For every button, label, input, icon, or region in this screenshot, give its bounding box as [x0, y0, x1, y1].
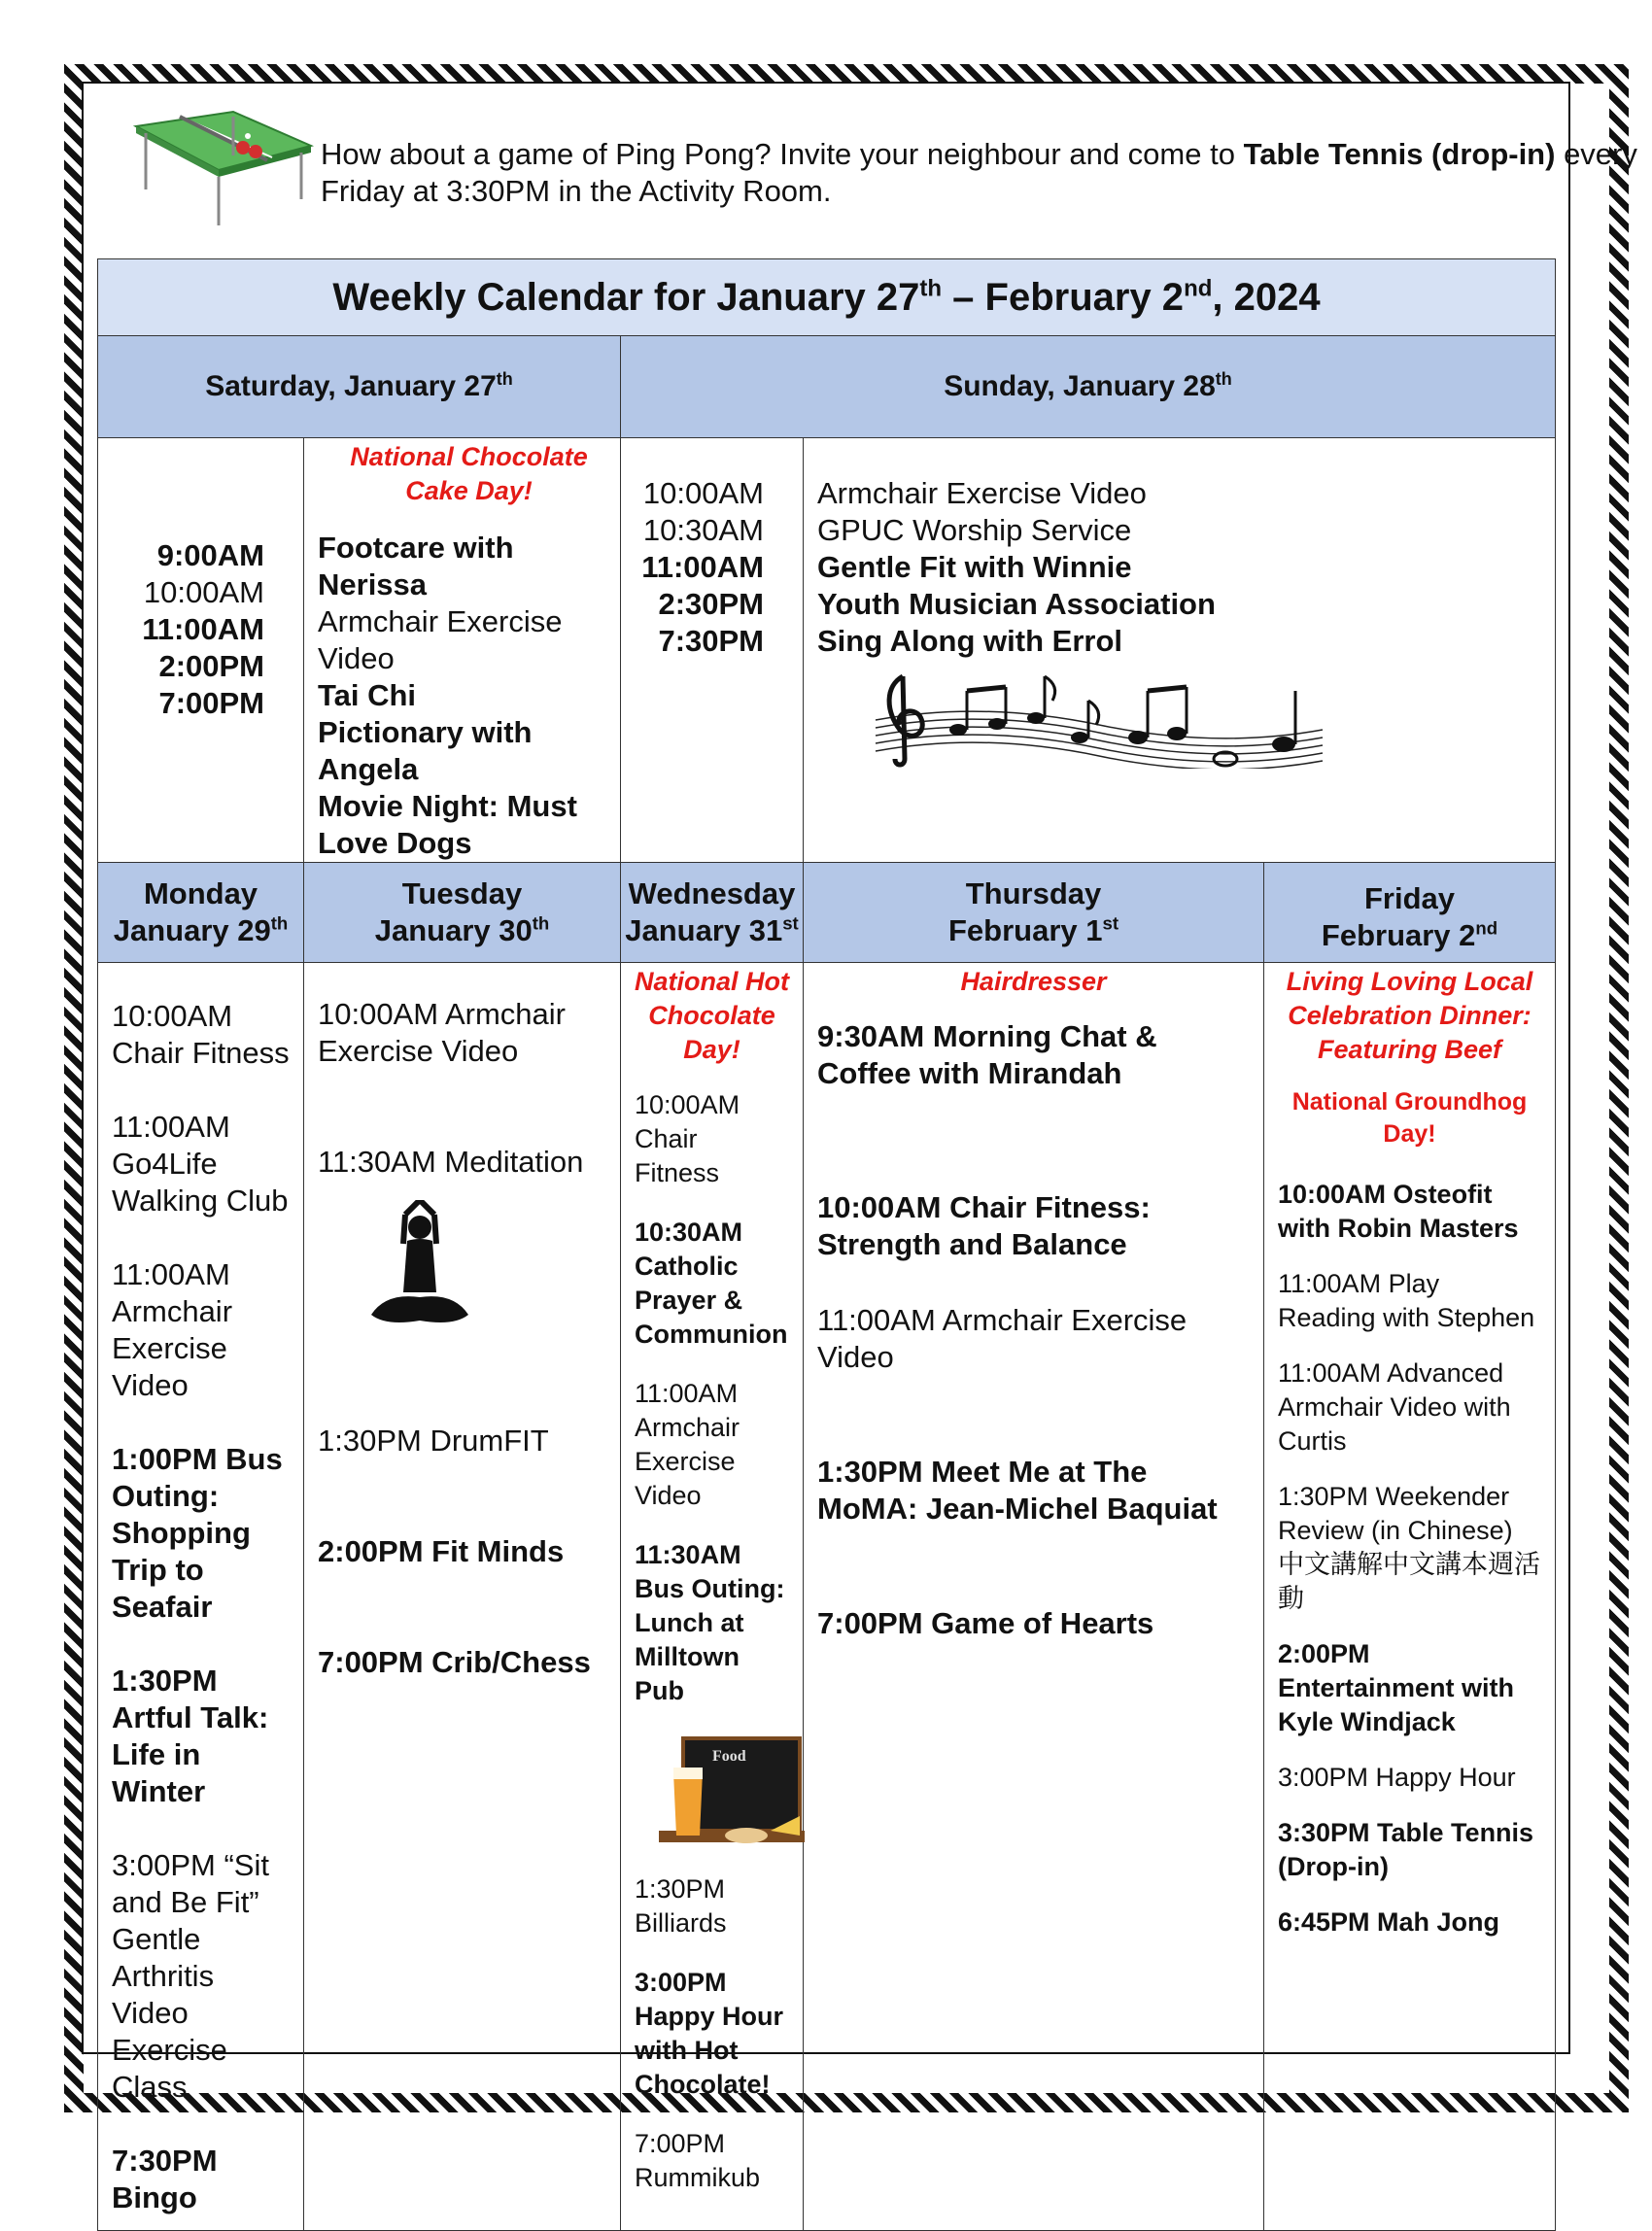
saturday-special: National Chocolate Cake Day! [350, 442, 588, 505]
thursday-sup: st [1102, 912, 1119, 934]
friday-event: 11:00AM Advanced Armchair Video with Curtis [1278, 1358, 1511, 1456]
thursday-header [804, 863, 1264, 963]
sunday-times [621, 438, 804, 863]
saturday-activity: Armchair Exercise Video [318, 604, 563, 675]
thursday-event: 10:00AM Chair Fitness: Strength and Balance [817, 1190, 1151, 1261]
thursday-event: 9:30AM Morning Chat & Coffee with Mirandah [817, 1019, 1157, 1090]
tuesday-date: January 30 [374, 913, 533, 947]
monday-event: 11:00AM Armchair Exercise Video [112, 1257, 233, 1402]
saturday-activity: Pictionary with Angela [318, 715, 533, 786]
saturday-header [98, 336, 621, 438]
beer-food-icon [654, 1733, 809, 1850]
tuesday-event: 7:00PM Crib/Chess [318, 1645, 591, 1679]
monday-event: 7:30PM Bingo [112, 2144, 218, 2214]
friday-event: 3:00PM Happy Hour [1278, 1763, 1516, 1792]
saturday-activity: Movie Night: Must Love Dogs [318, 789, 577, 860]
monday-event: 3:00PM “Sit and Be Fit” Gentle Arthritis Video Exercise Class [112, 1848, 269, 2104]
tuesday-event: 11:30AM Meditation [318, 1145, 584, 1179]
monday-sup: th [270, 912, 289, 934]
thursday-event: 11:00AM Armchair Exercise Video [817, 1303, 1187, 1374]
wednesday-events [621, 963, 804, 2231]
tuesday-event: 2:00PM Fit Minds [318, 1534, 565, 1568]
tuesday-date-line [304, 912, 620, 949]
friday-date-line [1264, 917, 1555, 954]
wednesday-event: 3:00PM Happy Hour with Hot Chocolate! [635, 1968, 784, 2099]
saturday-time: 10:00AM [143, 575, 264, 609]
friday-date: February 2 [1321, 918, 1476, 952]
friday-day: Friday [1363, 881, 1456, 915]
title-prefix: Weekly Calendar for January 27 [332, 276, 920, 319]
friday-event: 6:45PM Mah Jong [1278, 1907, 1500, 1937]
monday-events [98, 963, 304, 2231]
saturday-activity: Tai Chi [318, 678, 417, 712]
sunday-activity: GPUC Worship Service [817, 513, 1132, 547]
tuesday-event: 1:30PM DrumFIT [318, 1424, 549, 1458]
friday-sup: nd [1475, 917, 1498, 939]
friday-special: Living Loving Local Celebration Dinner: Featuring Beef [1286, 967, 1533, 1064]
wednesday-date: January 31 [625, 913, 783, 947]
friday-special-2: National Groundhog Day! [1291, 1088, 1528, 1148]
sunday-activities [804, 438, 1556, 863]
wednesday-event: 10:00AM Chair Fitness [635, 1090, 740, 1187]
saturday-activity: Footcare with Nerissa [318, 531, 514, 601]
wednesday-event: 7:00PM Rummikub [635, 2129, 761, 2192]
wednesday-event: 11:30AM Bus Outing: Lunch at Milltown Pub [635, 1540, 785, 1705]
sunday-activity: Gentle Fit with Winnie [817, 550, 1132, 584]
tuesday-events [304, 963, 621, 2231]
sunday-time: 11:00AM [641, 550, 764, 584]
title-sup1: th [919, 275, 943, 302]
sunday-activity: Armchair Exercise Video [817, 476, 1147, 510]
thursday-event: 1:30PM Meet Me at The MoMA: Jean-Michel Baquiat [817, 1455, 1218, 1526]
friday-event: 11:00AM Play Reading with Stephen [1278, 1269, 1535, 1332]
tuesday-sup: th [532, 912, 550, 934]
saturday-activities [304, 438, 621, 863]
monday-event: 1:30PM Artful Talk: Life in Winter [112, 1664, 269, 1808]
sunday-time: 10:00AM [642, 476, 764, 510]
monday-day: Monday [143, 876, 258, 910]
saturday-header-sup: th [496, 369, 513, 389]
intro-text-bold: Table Tennis (drop-in) [1243, 137, 1556, 171]
sunday-header-sup: th [1215, 369, 1232, 389]
thursday-date: February 1 [947, 913, 1103, 947]
sunday-activity: Youth Musician Association [817, 587, 1216, 621]
saturday-time: 11:00AM [142, 612, 264, 646]
intro-text-after: every Friday at 3:30PM in the Activity Room. [321, 137, 1637, 208]
saturday-time: 7:00PM [158, 686, 264, 720]
thursday-event: 7:00PM Game of Hearts [817, 1606, 1154, 1640]
intro-text-before: How about a game of Ping Pong? Invite your neighbour and come to [321, 137, 1244, 171]
meditation-icon [366, 1200, 473, 1336]
sunday-header [621, 336, 1556, 438]
monday-event: 1:00PM Bus Outing: Shopping Trip to Seafair [112, 1442, 283, 1624]
wednesday-header [621, 863, 804, 963]
friday-event: 2:00PM Entertainment with Kyle Windjack [1278, 1639, 1515, 1736]
wednesday-event: 10:30AM Catholic Prayer & Communion [635, 1218, 788, 1349]
title-suffix: , 2024 [1212, 276, 1321, 319]
wednesday-date-line [621, 912, 803, 949]
calendar-title [98, 259, 1556, 336]
wednesday-sup: st [782, 912, 799, 934]
thursday-date-line [804, 912, 1263, 949]
saturday-header-text: Saturday, January 27 [205, 370, 497, 402]
music-notes-icon [866, 662, 1332, 769]
friday-event: 1:30PM Weekender Review (in Chinese) 中文講解中文講本週活動 [1278, 1482, 1540, 1613]
sunday-activity: Sing Along with Errol [817, 624, 1122, 658]
wednesday-day: Wednesday [628, 876, 796, 910]
sunday-header-text: Sunday, January 28 [944, 370, 1216, 402]
title-middle: – February 2 [942, 276, 1185, 319]
saturday-time: 9:00AM [156, 538, 264, 572]
sunday-time: 2:30PM [658, 587, 764, 621]
thursday-day: Thursday [965, 876, 1102, 910]
thursday-special: Hairdresser [960, 967, 1107, 996]
friday-event: 10:00AM Osteofit with Robin Masters [1278, 1180, 1519, 1243]
intro-banner [126, 107, 1637, 243]
tuesday-day: Tuesday [401, 876, 523, 910]
sunday-time: 10:30AM [642, 513, 764, 547]
food-sign-text: Food [712, 1748, 746, 1765]
saturday-time: 2:00PM [158, 649, 264, 683]
intro-text [321, 136, 1652, 210]
monday-event: 10:00AM Chair Fitness [112, 999, 290, 1070]
tuesday-header [304, 863, 621, 963]
monday-date-line [98, 912, 303, 949]
friday-events [1264, 963, 1556, 2231]
wednesday-event: 11:00AM Armchair Exercise Video [635, 1379, 740, 1510]
tuesday-event: 10:00AM Armchair Exercise Video [318, 997, 566, 1068]
ping-pong-table-icon [126, 107, 321, 228]
thursday-events [804, 963, 1264, 2231]
wednesday-event: 1:30PM Billiards [635, 1874, 727, 1938]
weekly-calendar [97, 258, 1556, 2231]
monday-header [98, 863, 304, 963]
sunday-time: 7:30PM [658, 624, 764, 658]
monday-date: January 29 [113, 913, 271, 947]
title-sup2: nd [1184, 275, 1213, 302]
friday-event: 3:30PM Table Tennis (Drop-in) [1278, 1818, 1534, 1881]
saturday-times [98, 438, 304, 863]
wednesday-special: National Hot Chocolate Day! [635, 967, 789, 1064]
friday-header [1264, 863, 1556, 963]
monday-event: 11:00AM Go4Life Walking Club [112, 1110, 289, 1218]
